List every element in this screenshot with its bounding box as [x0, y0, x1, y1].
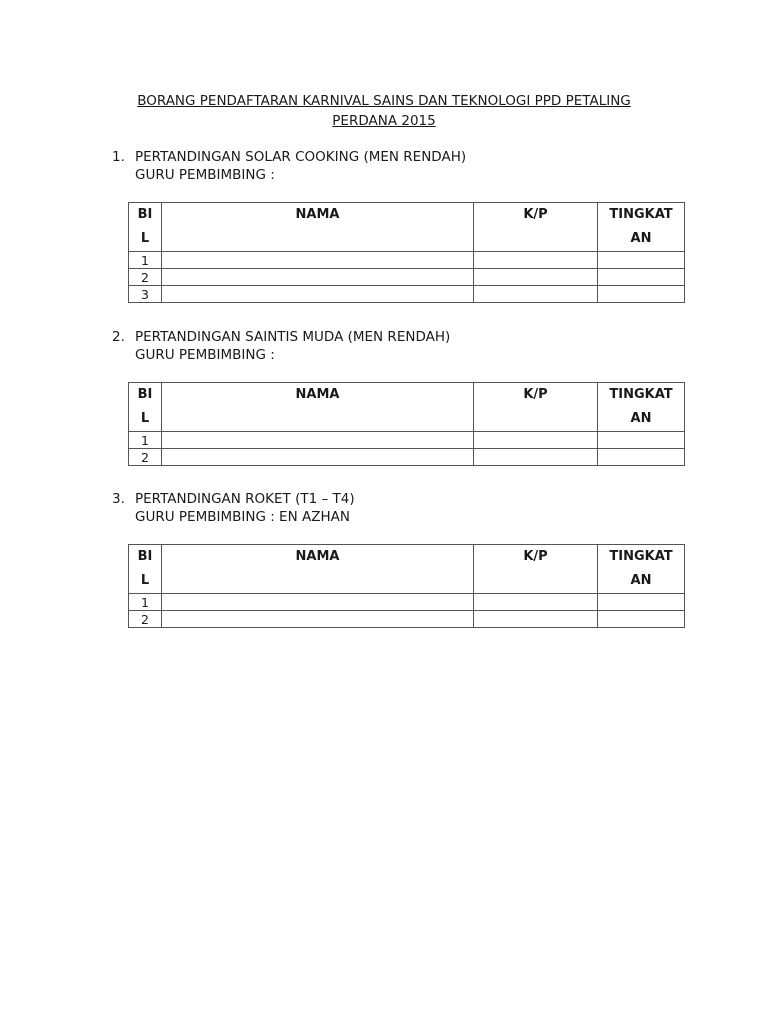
title-line-2: PERDANA 2015	[332, 113, 436, 129]
col-header-nama: NAMA	[162, 203, 474, 252]
registration-table-3	[128, 544, 685, 628]
section-number: 2.	[112, 329, 125, 345]
table-row	[129, 252, 685, 269]
tingkatan-cell[interactable]	[598, 594, 685, 611]
col-header-nama: NAMA	[162, 383, 474, 432]
kp-cell[interactable]	[474, 252, 598, 269]
col-header-kp: K/P	[474, 383, 598, 432]
row-number: 1	[129, 432, 162, 449]
tingkatan-cell[interactable]	[598, 286, 685, 303]
table-row	[129, 432, 685, 449]
guru-pembimbing: GURU PEMBIMBING :	[135, 347, 275, 363]
col-header-bil: BI L	[129, 203, 162, 252]
registration-table-1	[128, 202, 685, 303]
table-header-row	[129, 383, 685, 432]
tingkatan-cell[interactable]	[598, 269, 685, 286]
table-row	[129, 449, 685, 466]
row-number: 2	[129, 611, 162, 628]
table-row	[129, 269, 685, 286]
nama-cell[interactable]	[162, 269, 474, 286]
kp-cell[interactable]	[474, 269, 598, 286]
section-number: 1.	[112, 149, 125, 165]
nama-cell[interactable]	[162, 432, 474, 449]
kp-cell[interactable]	[474, 449, 598, 466]
col-header-nama: NAMA	[162, 545, 474, 594]
row-number: 1	[129, 594, 162, 611]
section-heading: PERTANDINGAN ROKET (T1 – T4)	[135, 491, 355, 507]
col-header-bil: BI L	[129, 545, 162, 594]
table-header-row	[129, 203, 685, 252]
registration-table-2	[128, 382, 685, 466]
col-header-kp: K/P	[474, 545, 598, 594]
table-header-row	[129, 545, 685, 594]
section-heading: PERTANDINGAN SOLAR COOKING (MEN RENDAH)	[135, 149, 467, 165]
nama-cell[interactable]	[162, 611, 474, 628]
col-header-kp: K/P	[474, 203, 598, 252]
col-header-bil: BI L	[129, 383, 162, 432]
kp-cell[interactable]	[474, 611, 598, 628]
guru-pembimbing: GURU PEMBIMBING :	[135, 167, 275, 183]
tingkatan-cell[interactable]	[598, 252, 685, 269]
nama-cell[interactable]	[162, 449, 474, 466]
guru-pembimbing: GURU PEMBIMBING : EN AZHAN	[135, 509, 350, 525]
section-1	[112, 148, 466, 184]
nama-cell[interactable]	[162, 594, 474, 611]
section-2	[112, 328, 450, 364]
table-row	[129, 611, 685, 628]
row-number: 3	[129, 286, 162, 303]
nama-cell[interactable]	[162, 252, 474, 269]
section-3	[112, 490, 355, 526]
tingkatan-cell[interactable]	[598, 449, 685, 466]
col-header-tingkatan: TINGKAT AN	[598, 203, 685, 252]
kp-cell[interactable]	[474, 286, 598, 303]
tingkatan-cell[interactable]	[598, 611, 685, 628]
document-title	[90, 91, 678, 131]
row-number: 2	[129, 449, 162, 466]
section-heading: PERTANDINGAN SAINTIS MUDA (MEN RENDAH)	[135, 329, 451, 345]
kp-cell[interactable]	[474, 594, 598, 611]
col-header-tingkatan: TINGKAT AN	[598, 383, 685, 432]
nama-cell[interactable]	[162, 286, 474, 303]
title-line-1: BORANG PENDAFTARAN KARNIVAL SAINS DAN TEKNOLOGI PPD PETALING	[137, 93, 631, 109]
kp-cell[interactable]	[474, 432, 598, 449]
row-number: 1	[129, 252, 162, 269]
section-number: 3.	[112, 491, 125, 507]
col-header-tingkatan: TINGKAT AN	[598, 545, 685, 594]
table-row	[129, 594, 685, 611]
table-row	[129, 286, 685, 303]
tingkatan-cell[interactable]	[598, 432, 685, 449]
row-number: 2	[129, 269, 162, 286]
